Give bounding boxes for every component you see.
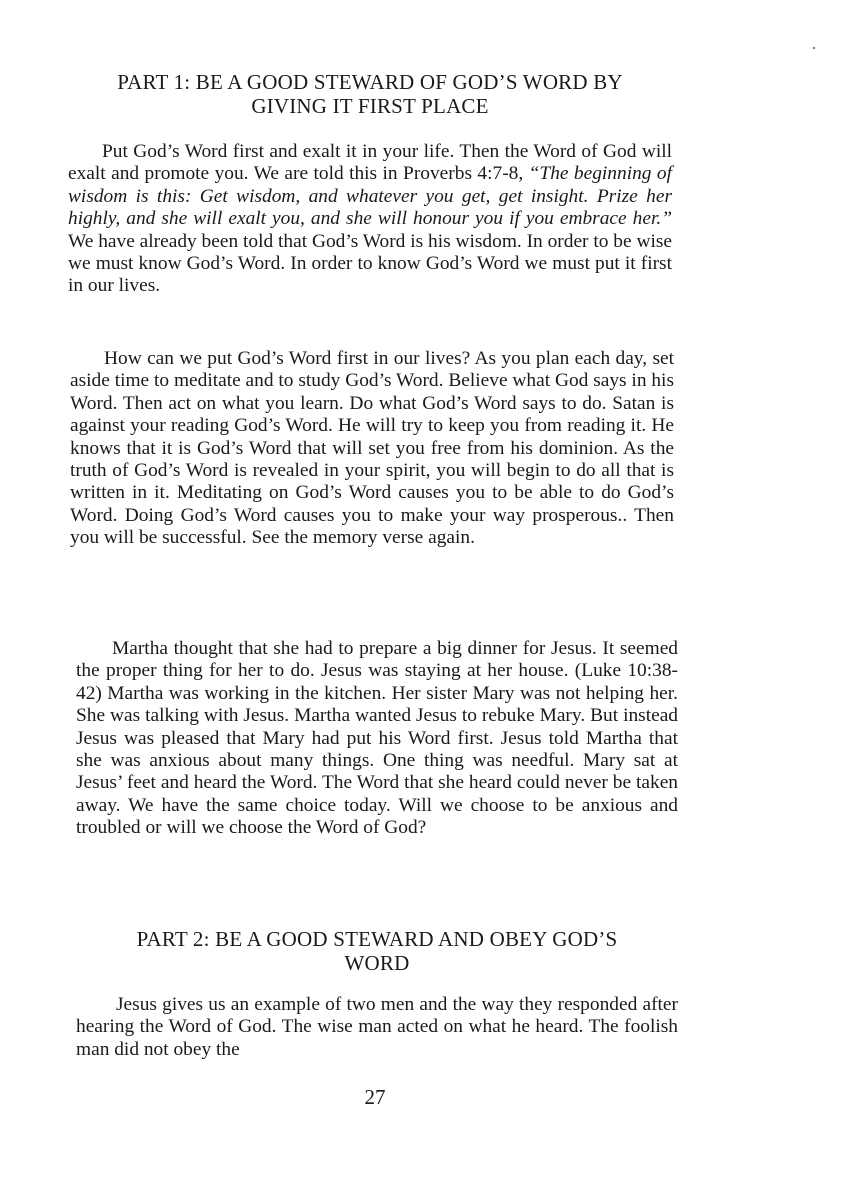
paragraph-two-men: Jesus gives us an example of two men and the way they responded after hearing the Word of God. The wise man acted on what he heard. The foolish man did not obey the xyxy=(76,994,678,1060)
paragraph-how-to-put-first: How can we put God’s Word first in our lives? As you plan each day, set aside time to meditate and to study God’s Word. Believe what God says in his Word. Then act on what you learn. Do what God’s Word says to do. Satan is against your reading God’s Word. He will try to keep you from reading it. He knows that it is God’s Word that will set you free from his dominion. As the truth of God’s Word is revealed in your spirit, you will begin to do all that is written in it. Meditating on God’s Word causes you to be able to do God’s Word. Doing God’s Word causes you to make your way prosperous.. Then you will be successful. See the memory verse again. xyxy=(70,348,674,549)
part2-heading-line2: WORD xyxy=(344,951,410,975)
paragraph-text: Put God’s Word first and exalt it in your life. Then the Word of God will exalt and promote you. We are told this in Proverbs 4:7-8, xyxy=(68,141,672,185)
proverbs-quote: “The beginning of wisdom is this: Get wisdom, and whatever you get, get insight. Prize her highly, and she will exalt you, and she will honour you if you embrace her.” xyxy=(68,163,672,230)
part1-heading-line1: PART 1: BE A GOOD STEWARD OF GOD’S WORD BY xyxy=(117,70,623,94)
part1-heading-line2: GIVING IT FIRST PLACE xyxy=(251,94,489,118)
paragraph-put-word-first xyxy=(68,141,672,298)
part2-heading xyxy=(92,927,662,975)
paragraph-martha-mary: Martha thought that she had to prepare a big dinner for Jesus. It seemed the proper thing for her to do. Jesus was staying at her house. (Luke 10:38-42) Martha was working in the kitchen. Her sister Mary was not helping her. She was talking with Jesus. Martha wanted Jesus to rebuke Mary. But instead Jesus was pleased that Mary had put his Word first. Jesus told Martha that she was anxious about many things. One thing was needful. Mary sat at Jesus’ feet and heard the Word. The Word that she heard could never be taken away. We have the same choice today. Will we choose to be anxious and troubled or will we choose the Word of God? xyxy=(76,638,678,839)
page-number: 27 xyxy=(364,1085,386,1109)
paragraph-text: We have already been told that God’s Word is his wisdom. In order to be wise we must know God’s Word. In order to know God’s Word we must put it first in our lives. xyxy=(68,230,672,297)
part1-heading xyxy=(64,70,676,118)
part2-heading-line1: PART 2: BE A GOOD STEWARD AND OBEY GOD’S xyxy=(136,927,618,951)
scan-speck xyxy=(813,47,815,49)
